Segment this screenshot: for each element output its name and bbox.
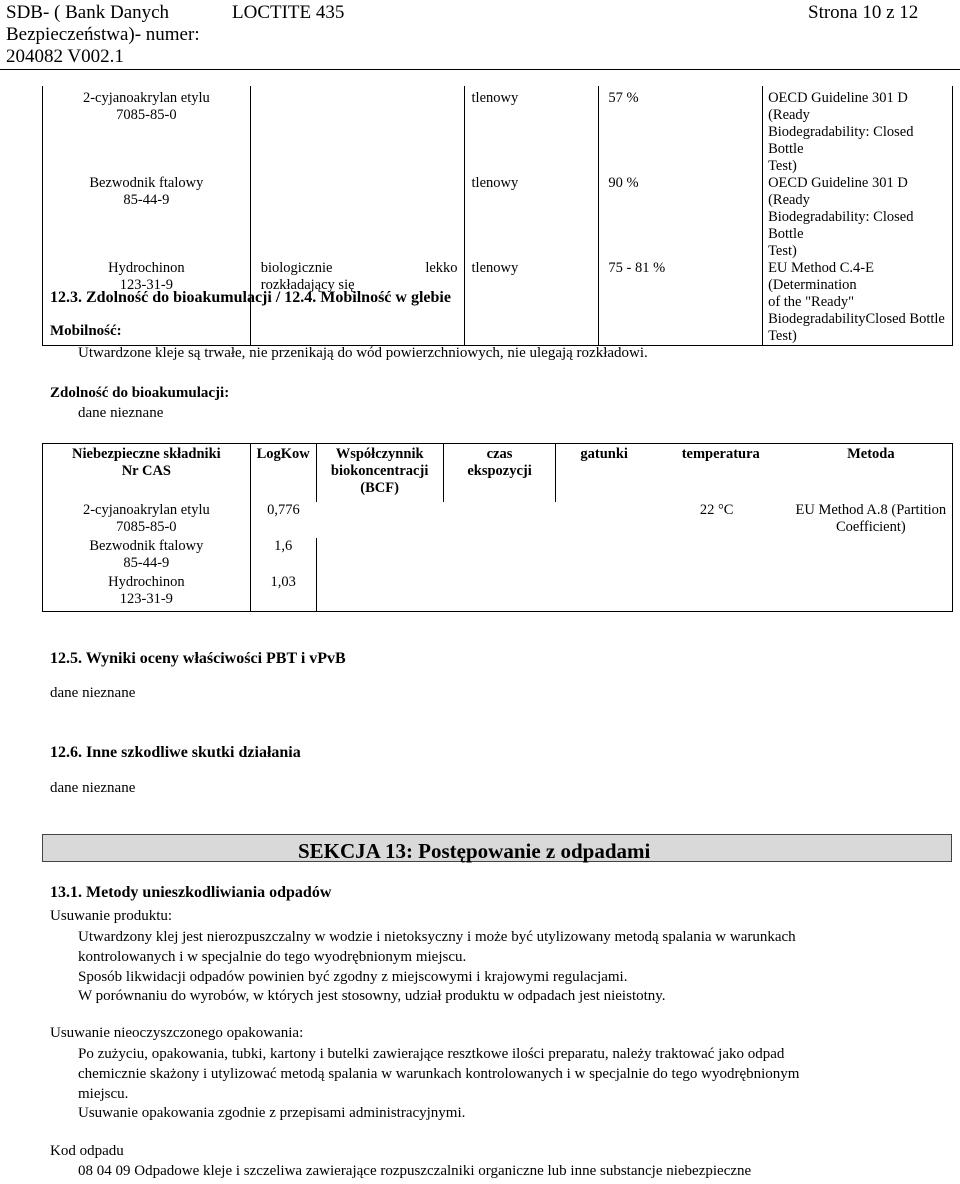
degradation-value: 57 % (599, 86, 763, 175)
packaging-disposal-line: miejscu. (78, 1086, 129, 1102)
temperature-value: 22 °C (699, 501, 734, 518)
method-line: Biodegradability: Closed Bottle (768, 124, 914, 157)
method-line: Test) (768, 328, 797, 344)
header-page-number: Strona 10 z 12 (808, 2, 919, 23)
packaging-disposal-line: Usuwanie opakowania zgodnie z przepisami administracyjnymi. (78, 1105, 466, 1121)
section-12-5-heading: 12.5. Wyniki oceny właściwości PBT i vPvB (50, 650, 346, 667)
logkow-value: 0,776 (250, 502, 316, 538)
method-line: Test) (768, 158, 797, 174)
column-header: biokoncentracji (330, 463, 429, 479)
product-disposal-label: Usuwanie produktu: (50, 908, 173, 924)
header-version: 204082 V002.1 (6, 46, 124, 67)
table-row (43, 86, 953, 175)
cas-number: 85-44-9 (123, 554, 170, 571)
column-header: ekspozycji (467, 463, 532, 479)
header-divider (0, 69, 960, 70)
section-12-3-heading: 12.3. Zdolność do bioakumulacji / 12.4. Mobilność w glebie (50, 289, 451, 306)
result-label: rozkładający się (260, 277, 355, 293)
section-13-title: SEKCJA 13: Postępowanie z odpadami (298, 839, 651, 863)
header-product: LOCTITE 435 (232, 2, 345, 23)
cas-number: 123-31-9 (119, 590, 173, 607)
section-12-6-text: dane nieznane (50, 780, 136, 796)
substance-name: Hydrochinon (108, 260, 185, 276)
substance-name: Bezwodnik ftalowy (89, 537, 204, 554)
table-row (43, 574, 953, 612)
cas-number: 7085-85-0 (116, 518, 177, 535)
substance-name: Bezwodnik ftalowy (89, 175, 204, 191)
table-header-row (43, 444, 953, 502)
packaging-disposal-label: Usuwanie nieoczyszczonego opakowania: (50, 1025, 304, 1041)
method-line: Biodegradability: Closed Bottle (768, 209, 914, 242)
test-type: tlenowy (464, 175, 599, 260)
bioaccumulation-label: Zdolność do bioakumulacji: (50, 385, 230, 401)
column-header: Niebezpieczne składniki (72, 446, 221, 462)
method-line: OECD Guideline 301 D (Ready (768, 175, 908, 208)
method-line: BiodegradabilityClosed Bottle (768, 311, 945, 327)
mobility-label: Mobilność: (50, 323, 122, 339)
column-header: Nr CAS (121, 463, 171, 479)
mobility-text: Utwardzone kleje są trwałe, nie przenikają do wód powierzchniowych, nie ulegają rozkładowi. (78, 345, 648, 361)
column-header: Współczynnik (335, 446, 424, 462)
header-title: SDB- ( Bank Danych (6, 2, 170, 23)
product-disposal-line: Utwardzony klej jest nierozpuszczalny w wodzie i nietoksyczny i może być utylizowany metodą spalania w warunkach (78, 929, 796, 945)
column-header: Metoda (790, 444, 953, 502)
packaging-disposal-line: chemicznie skażony i utylizować metodą spalania w warunkach kontrolowanych i w specjalnie do tego wyodrębnionym (78, 1066, 800, 1082)
column-header: LogKow (250, 444, 316, 502)
result-label: lekko (425, 260, 458, 276)
section-13-1-heading: 13.1. Metody unieszkodliwiania odpadów (50, 884, 332, 901)
method-line: Test) (768, 243, 797, 259)
logkow-value: 1,03 (250, 574, 316, 612)
method-line: of the "Ready" (768, 294, 854, 310)
substance-name: 2-cyjanoakrylan etylu (82, 90, 210, 106)
method-line: OECD Guideline 301 D (Ready (768, 90, 908, 123)
waste-code-label: Kod odpadu (50, 1143, 124, 1159)
bioaccumulation-text: dane nieznane (78, 405, 164, 421)
substance-name: Hydrochinon (108, 573, 185, 590)
column-header: (BCF) (360, 480, 399, 496)
method-line: EU Method A.8 (Partition (795, 501, 947, 518)
waste-code-text: 08 04 09 Odpadowe kleje i szczeliwa zawierające rozpuszczalniki organiczne lub inne substancje niebezpieczne (78, 1163, 752, 1179)
header-line2: Bezpieczeństwa)- numer: (6, 24, 200, 45)
degradation-value: 75 - 81 % (599, 260, 763, 346)
packaging-disposal-line: Po zużyciu, opakowania, tubki, kartony i butelki zawierające resztkowe ilości preparatu, należy traktować jako odpad (78, 1046, 785, 1062)
test-type: tlenowy (464, 260, 599, 346)
product-disposal-line: W porównaniu do wyrobów, w których jest stosowny, udział produktu w odpadach jest nieistotny. (78, 988, 666, 1004)
product-disposal-line: kontrolowanych i w specjalnie do tego wyodrębnionym miejscu. (78, 949, 467, 965)
cas-number: 123-31-9 (119, 277, 173, 293)
logkow-value: 1,6 (250, 538, 316, 574)
column-header: gatunki (556, 444, 652, 502)
table-row (43, 502, 953, 538)
biodegradation-table (42, 86, 953, 346)
bioaccumulation-table (42, 443, 953, 612)
section-12-6-heading: 12.6. Inne szkodliwe skutki działania (50, 744, 301, 761)
table-row (43, 175, 953, 260)
method-line: EU Method C.4-E (Determination (768, 260, 874, 293)
method-line: Coefficient) (835, 518, 906, 535)
section-12-5-text: dane nieznane (50, 685, 136, 701)
test-type: tlenowy (464, 86, 599, 175)
table-row (43, 538, 953, 574)
cas-number: 85-44-9 (123, 192, 170, 208)
column-header: temperatura (681, 446, 760, 462)
substance-name: 2-cyjanoakrylan etylu (82, 501, 210, 518)
degradation-value: 90 % (599, 175, 763, 260)
column-header: czas (486, 446, 513, 462)
cas-number: 7085-85-0 (116, 107, 177, 123)
result-label: biologicznie (260, 260, 333, 276)
product-disposal-line: Sposób likwidacji odpadów powinien być zgodny z miejscowymi i krajowymi regulacjami. (78, 969, 628, 985)
